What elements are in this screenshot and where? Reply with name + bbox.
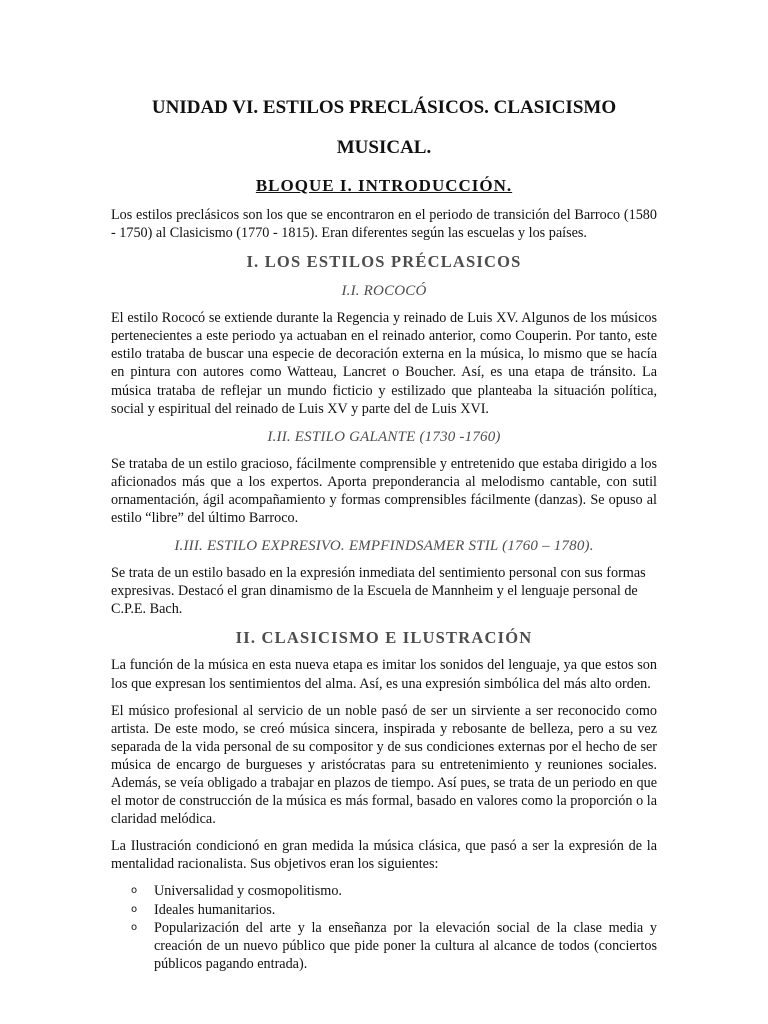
bullet-icon: o — [131, 903, 138, 915]
clasicismo-paragraph-2: El músico profesional al servicio de un noble pasó de ser un sirviente a ser reconocido como artista. De este modo, se creó música sincera, inspirada y rebosante de belleza, pero a su vez separada de la vida personal de su compositor y de sus condiciones externas por el hecho de ser música de encargo de burgueses y aristócratas para su entretenimiento y reuniones sociales. Además, se veía obligado a trabajar en plazos de tiempo. Así pues, se trata de un periodo en que el motor de construcción de la música es más formal, basado en valores como la proporción o la claridad melódica. — [111, 702, 657, 828]
intro-paragraph: Los estilos preclásicos son los que se encontraron en el periodo de transición del Barroco (1580 - 1750) al Clasicismo (1770 - 1815). Eran diferentes según las escuelas y los países. — [111, 207, 657, 242]
list-item — [131, 901, 657, 919]
bullet-icon: o — [131, 921, 138, 933]
bullet-icon: o — [131, 885, 138, 897]
section2-heading: II. CLASICISMO E ILUSTRACIÓN — [235, 628, 533, 648]
rococo-paragraph: El estilo Rococó se extiende durante la Regencia y reinado de Luis XV. Algunos de los músicos pertenecientes a este periodo ya actuaban en el reinado anterior, como Couperin. Por tanto, este estilo trataba de buscar una especie de decoración externa en la música, lo mismo que se hacía en pintura con autores como Watteau, Lancret o Boucher. Así, es una etapa de tránsito. La música trataba de reflejar un mundo ficticio y estilizado que planteaba la situación política, social y espiritual del reinado de Luis XV y parte del de Luis XVI. — [111, 310, 657, 417]
section1-heading: I. LOS ESTILOS PRÉCLASICOS — [246, 252, 522, 272]
rococo-heading: I.I. ROCOCÓ — [341, 283, 427, 300]
list-item — [131, 882, 657, 900]
clasicismo-paragraph-1: La función de la música en esta nueva etapa es imitar los sonidos del lenguaje, ya que estos son los que expresan los sentimientos del alma. Así, es una expresión simbólica del más alto orden. — [111, 657, 657, 692]
title-line-1: UNIDAD VI. ESTILOS PRECLÁSICOS. CLASICISMO — [151, 97, 617, 118]
bloque-heading: BLOQUE I. INTRODUCCIÓN. — [255, 176, 513, 195]
galante-paragraph: Se trataba de un estilo gracioso, fácilmente comprensible y entretenido que estaba dirigido a los aficionados más que a los expertos. Aporta preponderancia al melodismo cantable, con sutil ornamentación, ágil acompañamiento y formas comprensibles fácilmente (danzas). Se opuso al estilo “libre” del último Barroco. — [111, 455, 657, 527]
clasicismo-paragraph-3: La Ilustración condicionó en gran medida la música clásica, que pasó a ser la expresión de la mentalidad racionalista. Sus objetivos eran los siguientes: — [111, 838, 657, 873]
list-item-text: Universalidad y cosmopolitismo. — [154, 883, 342, 900]
galante-heading: I.II. ESTILO GALANTE (1730 -1760) — [267, 428, 501, 445]
objectives-list — [111, 882, 657, 972]
document-title — [111, 88, 657, 168]
expresivo-paragraph: Se trata de un estilo basado en la expresión inmediata del sentimiento personal con sus formas expresivas. Destacó el gran dinamismo de la Escuela de Mannheim y el lenguaje personal de C.P.E. Bach. — [111, 565, 646, 618]
list-item-text: Ideales humanitarios. — [154, 901, 276, 918]
list-item — [131, 919, 657, 973]
expresivo-heading: I.III. ESTILO EXPRESIVO. EMPFINDSAMER STIL (1760 – 1780). — [174, 538, 594, 555]
list-item-text: Popularización del arte y la enseñanza por la elevación social de la clase media y creación de un nuevo público que pide poner la cultura al alcance de todos (conciertos públicos pagando entrada). — [154, 919, 657, 972]
title-line-2: MUSICAL. — [336, 137, 432, 158]
